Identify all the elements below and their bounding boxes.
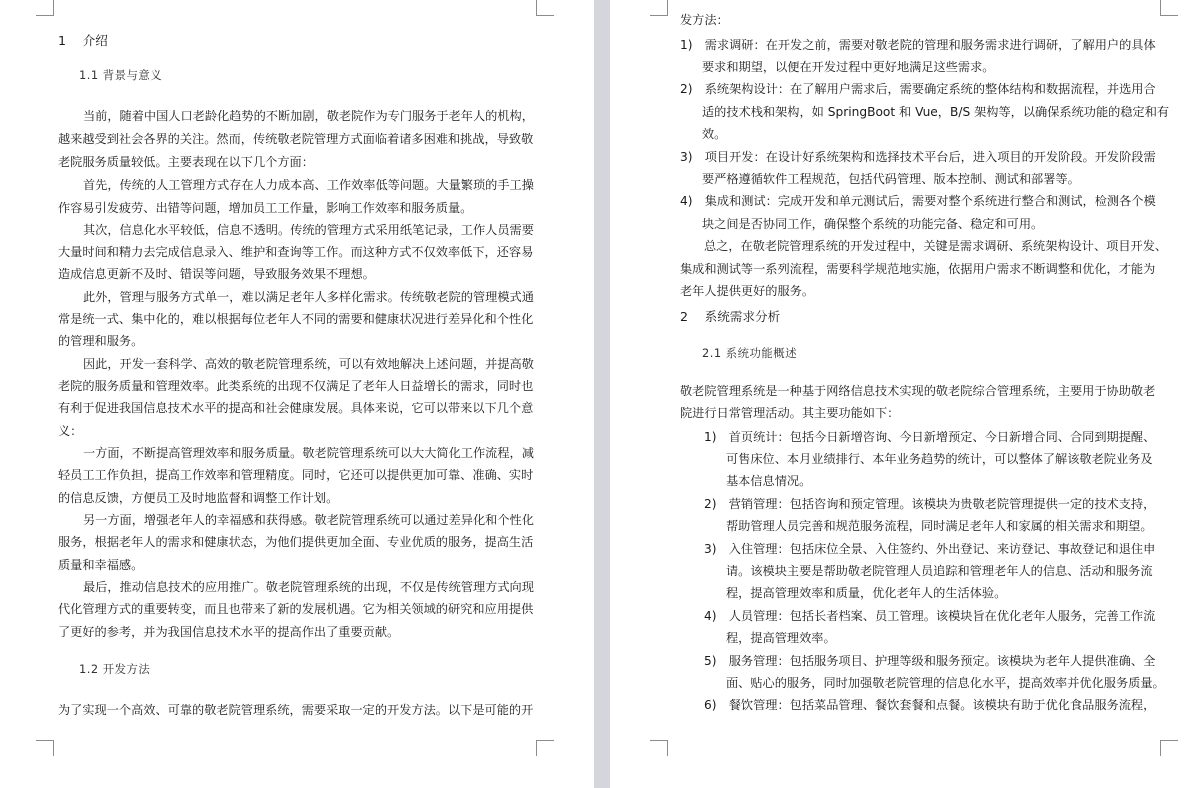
list-item-line: 3) 项目开发：在设计好系统架构和选择技术平台后，进入项目的开发阶段。开发阶段需 (680, 150, 1156, 164)
paragraph-line: 质量和幸福感。 (58, 558, 144, 572)
list-item-line: 要求和期望，以便在开发过程中更好地满足这些需求。 (702, 60, 995, 74)
list-item-line: 程，提高管理效率和质量，优化老年人的生活体验。 (726, 586, 1007, 600)
corner-mark (1160, 0, 1178, 16)
document-page-left (0, 0, 594, 788)
paragraph-line: 越来越受到社会各界的关注。然而，传统敬老院管理方式面临着诸多困难和挑战，导致敬 (58, 132, 534, 146)
list-item-line: 2) 营销管理：包括咨询和预定管理。该模块为贵敬老院管理提供一定的技术支持， (704, 497, 1156, 511)
paragraph-line: 服务，根据老年人的需求和健康状态，为他们提供更加全面、专业优质的服务，提高生活 (58, 535, 534, 549)
heading-dev-method: 1.2 开发方法 (79, 662, 151, 676)
paragraph-line: 代化管理方式的重要转变，而且也带来了新的发展机遇。它为相关领域的研究和应用提供 (58, 602, 534, 616)
paragraph-line: 的信息反馈，方便员工及时地监督和调整工作计划。 (58, 491, 339, 505)
paragraph-line: 有利于促进我国信息技术水平的提高和社会健康发展。具体来说，它可以带来以下几个意 (58, 401, 534, 415)
list-item-line: 块之间是否协同工作，确保整个系统的功能完备、稳定和可用。 (702, 217, 1044, 231)
list-item-line: 要严格遵循软件工程规范，包括代码管理、版本控制、测试和部署等。 (702, 172, 1080, 186)
paragraph-line: 的管理和服务。 (58, 334, 144, 348)
list-item-line: 2) 系统架构设计：在了解用户需求后，需要确定系统的整体结构和数据流程，并选用合 (680, 82, 1156, 96)
paragraph-line: 老院服务质量较低。主要表现在以下几个方面： (58, 155, 314, 169)
paragraph-line: 首先，传统的人工管理方式存在人力成本高、工作效率低等问题。大量繁琐的手工操 (83, 178, 534, 192)
page-gutter (594, 0, 610, 788)
paragraph-line: 老院的服务质量和管理效率。此类系统的出现不仅满足了老年人日益增长的需求，同时也 (58, 379, 534, 393)
list-item-line: 1) 首页统计：包括今日新增咨询、今日新增预定、今日新增合同、合同到期提醒、 (704, 430, 1156, 444)
document-page-right (610, 0, 1200, 788)
list-item-line: 程，提高管理效率。 (726, 631, 836, 645)
list-item-line: 1) 需求调研：在开发之前，需要对敬老院的管理和服务需求进行调研，了解用户的具体 (680, 38, 1156, 52)
list-item-line: 请。该模块主要是帮助敬老院管理人员追踪和管理老年人的信息、活动和服务流 (726, 564, 1153, 578)
paragraph-line: 当前，随着中国人口老龄化趋势的不断加剧，敬老院作为专门服务于老年人的机构， (83, 109, 534, 123)
corner-mark (650, 0, 668, 16)
paragraph-line: 了更好的参考，并为我国信息技术水平的提高作出了重要贡献。 (58, 625, 400, 639)
list-item-line: 帮助管理人员完善和规范服务流程，同时满足老年人和家属的相关需求和期望。 (726, 519, 1153, 533)
list-item-line: 4) 人员管理：包括长者档案、员工管理。该模块旨在优化老年人服务，完善工作流 (704, 609, 1156, 623)
paragraph-line: 另一方面，增强老年人的幸福感和获得感。敬老院管理系统可以通过差异化和个性化 (83, 513, 534, 527)
heading-requirements: 2 系统需求分析 (680, 309, 781, 324)
list-item-line: 4) 集成和测试：完成开发和单元测试后，需要对整个系统进行整合和测试，检测各个模 (680, 194, 1156, 208)
paragraph-line: 大量时间和精力去完成信息录入、维护和查询等工作。而这种方式不仅效率低下，还容易 (58, 245, 534, 259)
paragraph-line: 此外，管理与服务方式单一，难以满足老年人多样化需求。传统敬老院的管理模式通 (83, 290, 534, 304)
paragraph-line: 为了实现一个高效、可靠的敬老院管理系统，需要采取一定的开发方法。以下是可能的开 (58, 703, 534, 717)
paragraph-line: 院进行日常管理活动。其主要功能如下： (680, 406, 900, 420)
heading-introduction: 1 介绍 (58, 33, 108, 48)
paragraph-line: 因此，开发一套科学、高效的敬老院管理系统，可以有效地解决上述问题，并提高敬 (83, 357, 534, 371)
paragraph-line: 造成信息更新不及时、错误等问题，导致服务效果不理想。 (58, 267, 375, 281)
list-item-line: 基本信息情况。 (726, 474, 812, 488)
paragraph-line: 轻员工工作负担，提高工作效率和管理精度。同时，它还可以提供更加可靠、准确、实时 (58, 468, 534, 482)
paragraph-line: 其次，信息化水平较低，信息不透明。传统的管理方式采用纸笔记录，工作人员需要 (83, 223, 534, 237)
list-item-line: 面、贴心的服务，同时加强敬老院管理的信息化水平，提高效率并优化服务质量。 (726, 676, 1165, 690)
list-item-line: 效。 (702, 127, 727, 141)
corner-mark (536, 0, 554, 16)
corner-mark (650, 740, 668, 756)
heading-function-overview: 2.1 系统功能概述 (702, 346, 798, 360)
corner-mark (536, 740, 554, 756)
paragraph-line: 义： (58, 424, 83, 438)
corner-mark (1160, 740, 1178, 756)
list-item-line: 5) 服务管理：包括服务项目、护理等级和服务预定。该模块为老年人提供准确、全 (704, 654, 1156, 668)
paragraph-line: 老年人提供更好的服务。 (680, 284, 815, 298)
paragraph-line: 一方面，不断提高管理效率和服务质量。敬老院管理系统可以大大简化工作流程，减 (83, 446, 534, 460)
corner-mark (36, 0, 54, 16)
paragraph-line: 集成和测试等一系列流程，需要科学规范地实施，依据用户需求不断调整和优化，才能为 (680, 262, 1156, 276)
paragraph-line: 发方法： (680, 13, 729, 27)
corner-mark (36, 740, 54, 756)
paragraph-line: 最后，推动信息技术的应用推广。敬老院管理系统的出现，不仅是传统管理方式向现 (83, 580, 534, 594)
paragraph-line: 敬老院管理系统是一种基于网络信息技术实现的敬老院综合管理系统，主要用于协助敬老 (680, 384, 1156, 398)
list-item-line: 3) 入住管理：包括床位全景、入住签约、外出登记、来访登记、事故登记和退住申 (704, 542, 1156, 556)
paragraph-line: 总之，在敬老院管理系统的开发过程中，关键是需求调研、系统架构设计、项目开发、 (704, 239, 1168, 253)
list-item-line: 可售床位、本月业绩排行、本年业务趋势的统计，可以整体了解该敬老院业务及 (726, 452, 1153, 466)
heading-background: 1.1 背景与意义 (79, 68, 163, 82)
paragraph-line: 作容易引发疲劳、出错等问题，增加员工工作量，影响工作效率和服务质量。 (58, 201, 473, 215)
list-item-line: 6) 餐饮管理：包括菜品管理、餐饮套餐和点餐。该模块有助于优化食品服务流程， (704, 698, 1156, 712)
paragraph-line: 常是统一式、集中化的，难以根据每位老年人不同的需要和健康状况进行差异化和个性化 (58, 312, 534, 326)
list-item-line: 适的技术栈和架构，如 SpringBoot 和 Vue，B/S 架构等，以确保系统功能的稳定和有 (702, 105, 1170, 119)
